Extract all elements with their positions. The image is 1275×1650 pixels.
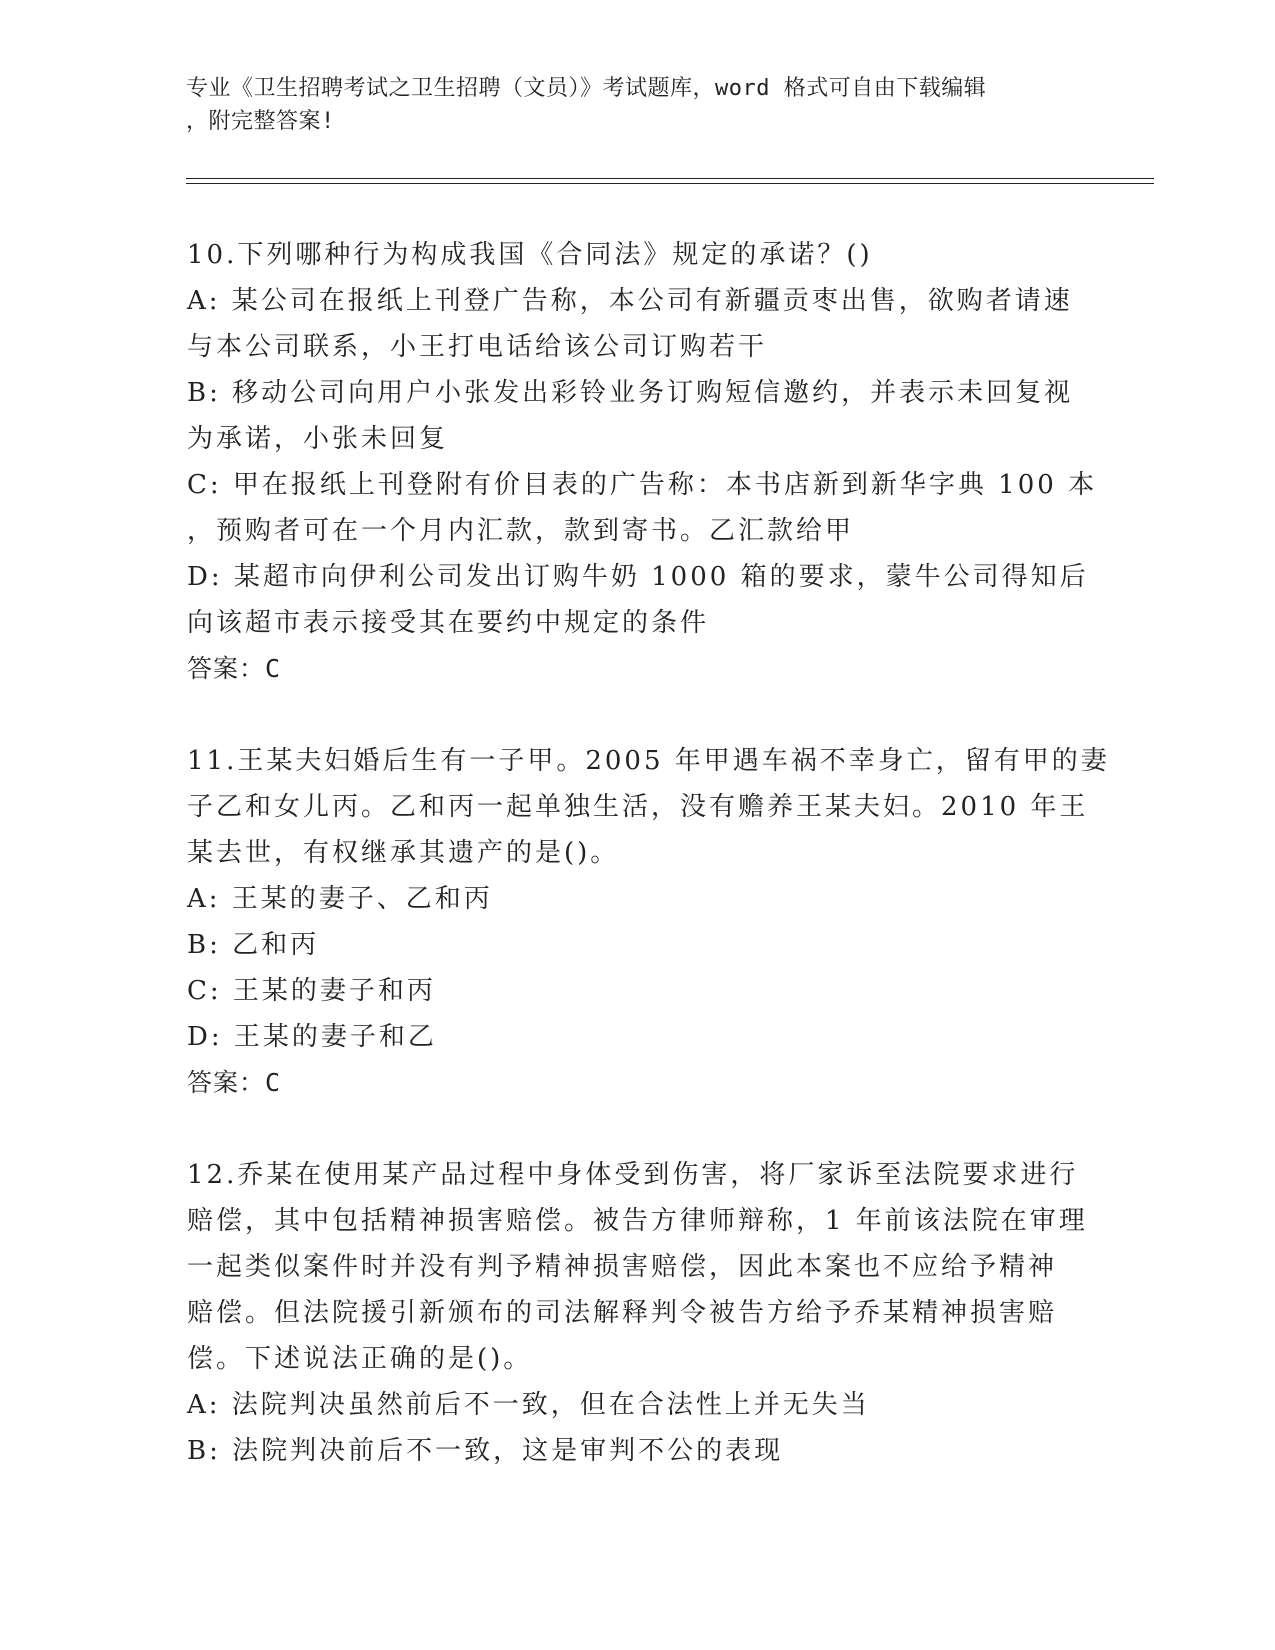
question-list	[187, 232, 1167, 1520]
header-line: ，附完整答案!	[186, 109, 335, 134]
question-text: 12.乔某在使用某产品过程中身体受到伤害，将厂家诉至法院要求进行	[187, 1160, 1079, 1190]
option-text: B: 移动公司向用户小张发出彩铃业务订购短信邀约，并表示未回复视	[187, 378, 1074, 408]
option-c	[187, 462, 1167, 554]
question-text: 偿。下述说法正确的是()。	[187, 1344, 533, 1374]
option-a: A: 王某的妻子、乙和丙	[187, 884, 493, 914]
header-divider	[186, 178, 1154, 184]
answer-line: 答案：C	[187, 654, 282, 683]
question-text: 10.下列哪种行为构成我国《合同法》规定的承诺？()	[187, 240, 873, 270]
option-c: C: 王某的妻子和丙	[187, 976, 436, 1006]
option-text: 为承诺，小张未回复	[187, 424, 449, 454]
option-b: B: 乙和丙	[187, 930, 320, 960]
option-a	[187, 278, 1167, 370]
option-text: D: 某超市向伊利公司发出订购牛奶 1000 箱的要求，蒙牛公司得知后	[187, 562, 1089, 592]
question-11	[187, 738, 1167, 1106]
question-text: 赔偿。但法院援引新颁布的司法解释判令被告方给予乔某精神损害赔	[187, 1298, 1058, 1328]
question-12	[187, 1152, 1167, 1474]
question-10	[187, 232, 1167, 692]
option-text: A: 某公司在报纸上刊登广告称，本公司有新疆贡枣出售，欲购者请速	[187, 286, 1073, 316]
option-d	[187, 554, 1167, 646]
option-d: D: 王某的妻子和乙	[187, 1022, 437, 1052]
answer-line: 答案：C	[187, 1068, 282, 1097]
option-text: ，预购者可在一个月内汇款，款到寄书。乙汇款给甲	[187, 516, 855, 546]
question-text: 11.王某夫妇婚后生有一子甲。2005 年甲遇车祸不幸身亡，留有甲的妻	[187, 746, 1110, 776]
option-text: 与本公司联系，小王打电话给该公司订购若干	[187, 332, 768, 362]
question-text: 某去世，有权继承其遗产的是()。	[187, 838, 620, 868]
question-text: 赔偿，其中包括精神损害赔偿。被告方律师辩称，1 年前该法院在审理	[187, 1206, 1088, 1236]
option-b: B: 法院判决前后不一致，这是审判不公的表现	[187, 1436, 784, 1466]
option-a: A: 法院判决虽然前后不一致，但在合法性上并无失当	[187, 1390, 870, 1420]
option-text: 向该超市表示接受其在要约中规定的条件	[187, 608, 710, 638]
question-text: 一起类似案件时并没有判予精神损害赔偿，因此本案也不应给予精神	[187, 1252, 1058, 1282]
question-text: 子乙和女儿丙。乙和丙一起单独生活，没有赡养王某夫妇。2010 年王	[187, 792, 1089, 822]
document-header	[186, 72, 1066, 138]
option-text: C: 甲在报纸上刊登附有价目表的广告称：本书店新到新华字典 100 本	[187, 470, 1098, 500]
header-line: 专业《卫生招聘考试之卫生招聘（文员）》考试题库，word 格式可自由下载编辑	[186, 76, 987, 101]
option-b	[187, 370, 1167, 462]
